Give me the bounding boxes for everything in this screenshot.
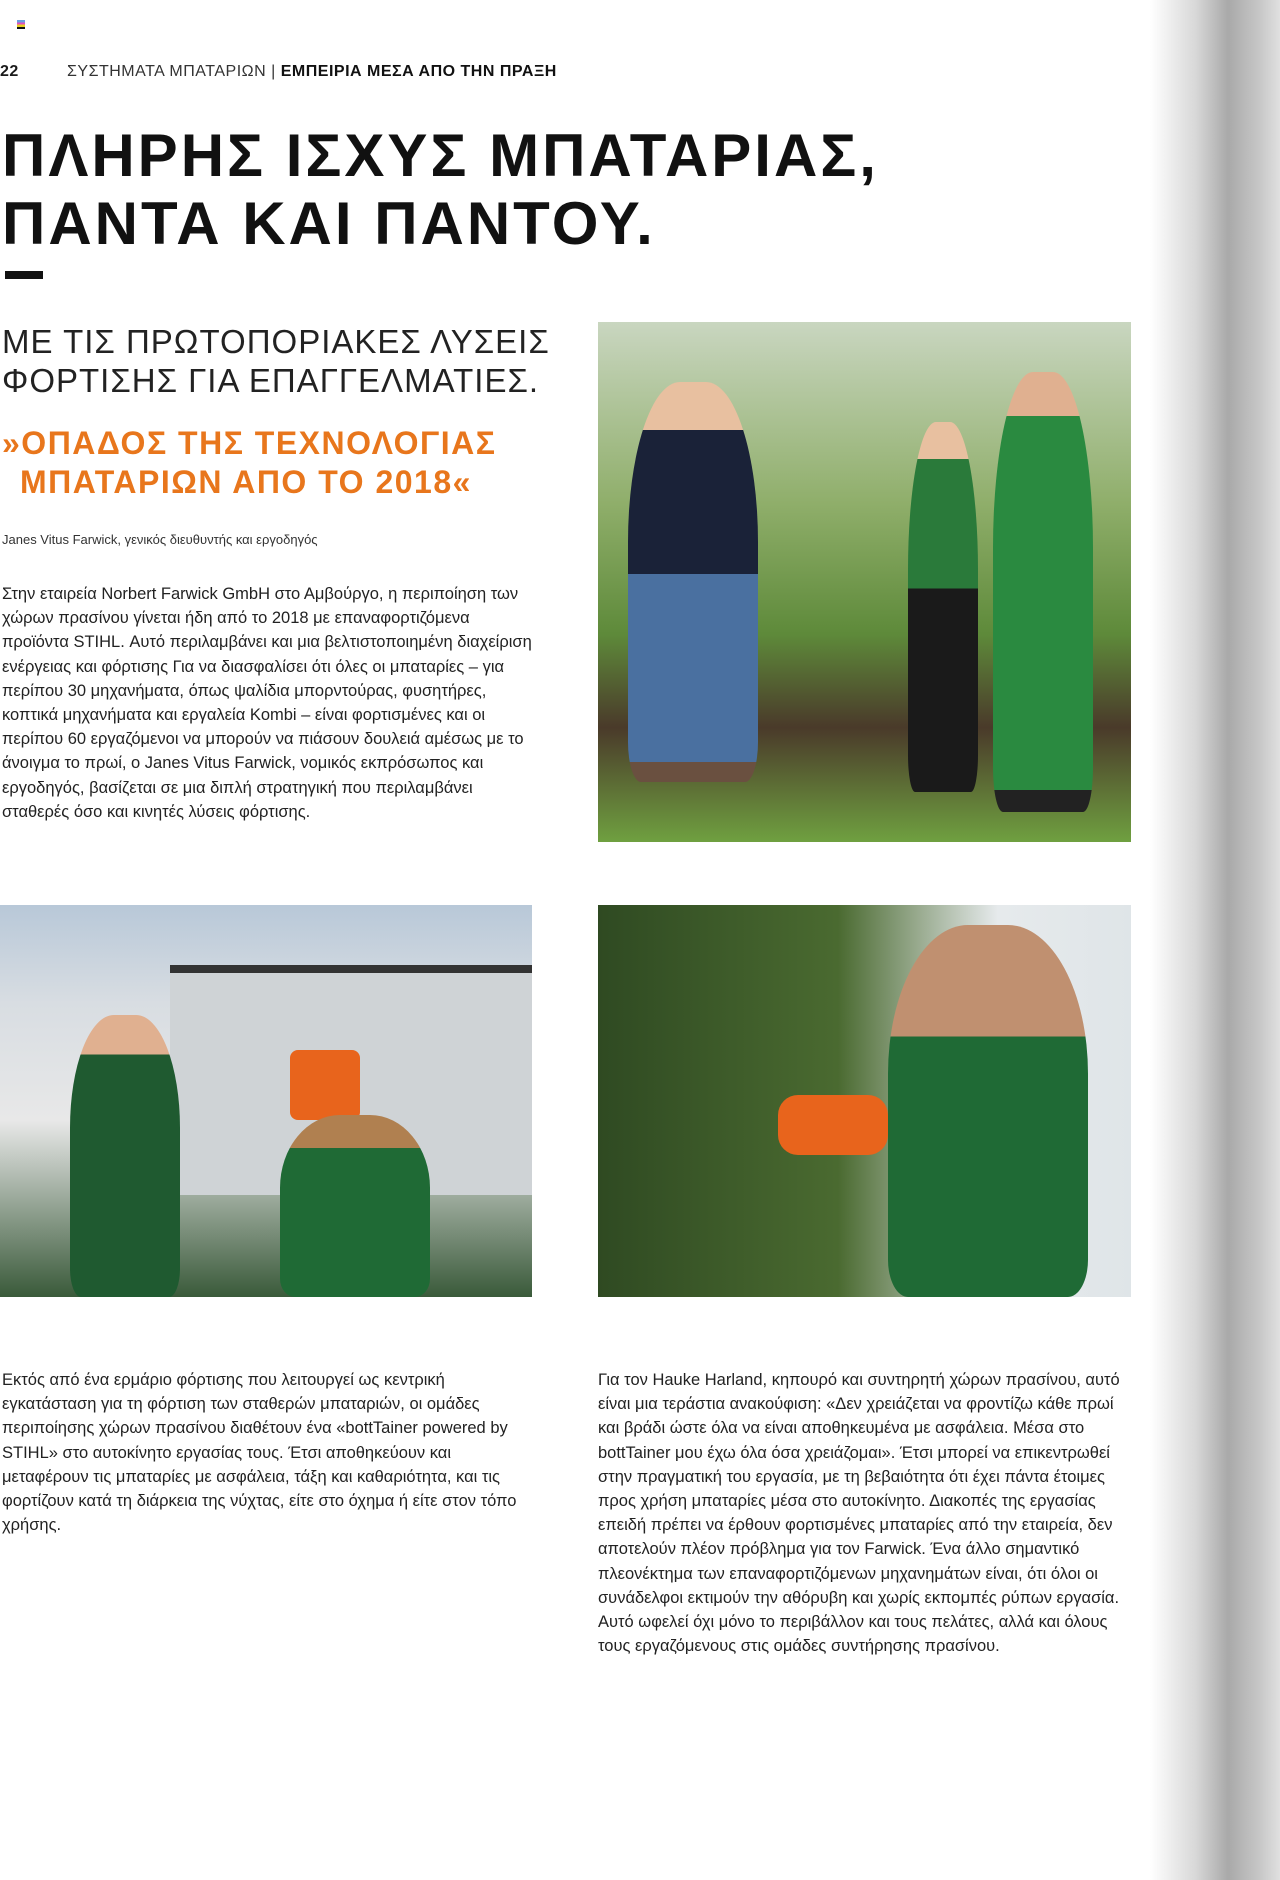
- right-column-text: Για τον Hauke Harland, κηπουρό και συντηρητή χώρων πρασίνου, αυτό είναι μια τεράστια ανακούφιση: «Δεν χρειάζεται να φροντίζω κάθε πρωί και βράδι ώστε όλα να είναι αποθηκευμένα με ασφάλεια. Μέσα στο bottTainer μου έχω όλα όσα χρειάζομαι». Έτσι μπορεί να επικεντρωθεί στην πραγματική του εργασία, με τη βεβαιότητα ότι έχει πάντα έτοιμες προς χρήση μπαταρίες μέσα στο αυτοκίνητο. Διακοπές της εργασίας επειδή πρέπει να έρθουν φορτισμένες μπαταρίες από την εταιρεία, δεν αποτελούν πλέον πρόβλημα για τον Farwick. Ένα άλλο σημαντικό πλεονέκτημα των επαναφορτιζόμενων μηχανημάτων είναι, ότι όλοι οι συνάδελφοι εκτιμούν την αθόρυβη και χωρίς εκπομπές ρύπων εργασία. Αυτό ωφελεί όχι μόνο το περιβάλλον και τους πελάτες, αλλά και όλους τους εργαζόμενους στις ομάδες συντήρησης πρασίνου.: [598, 1371, 1120, 1656]
- left-column-text: Εκτός από ένα ερμάριο φόρτισης που λειτουργεί ως κεντρική εγκατάσταση για τη φόρτιση των σταθερών μπαταριών, οι ομάδες περιποίησης χώρων πρασίνου διαθέτουν ένα «bottTainer powered by STIHL» στο αυτοκίνητο εργασίας τους. Έτσι αποθηκεύουν και μεταφέρουν τις μπαταρίες με ασφάλεια, τάξη και καθαριότητα, και τις φορτίζουν κατά τη διάρκεια της νύχτας, είτε στο όχημα ή είτε στον τόπο χρήσης.: [2, 1371, 517, 1535]
- title-divider: [5, 271, 43, 279]
- page-fold-shadow: [1150, 0, 1280, 1880]
- section-label: [67, 63, 557, 81]
- page-title: [2, 122, 879, 258]
- quote-line-2: ΜΠΑΤΑΡΙΩΝ ΑΠΟ ΤΟ 2018«: [20, 464, 472, 500]
- intro-paragraph: Στην εταιρεία Norbert Farwick GmbH στο Αμβούργο, η περιποίηση των χώρων πρασίνου γίνεται ήδη από το 2018 με επαναφορτιζόμενα προϊόντα STIHL. Αυτό περιλαμβάνει και μια βελτιστοποιημένη διαχείριση ενέργειας και φόρτισης Για να διασφαλίσει ότι όλες οι μπαταρίες – για περίπου 30 μηχανήματα, όπως ψαλίδια μπορντούρας, φυσητήρες, κοπτικά μηχανήματα και εργαλεία Kombi – είναι φορτισμένες και οι περίπου 60 εργαζόμενοι να μπορούν να πιάσουν δουλειά αμέσως με το άνοιγμα το πρωί, ο Janes Vitus Farwick, νομικός εκπρόσωπος και εργοδηγός, βασίζεται σε μια διπλή στρατηγική που περιλαμβάνει σταθερές όσο και κινητές λύσεις φόρτισης.: [2, 585, 532, 821]
- title-line-2: ΠΑΝΤΑ ΚΑΙ ΠΑΝΤΟΥ.: [2, 190, 656, 257]
- subtitle: [2, 322, 550, 400]
- color-registration-mark: [17, 20, 25, 29]
- quote-attribution: Janes Vitus Farwick, γενικός διευθυντής και εργοδηγός: [2, 532, 318, 547]
- quote-line-1: »ΟΠΑΔΟΣ ΤΗΣ ΤΕΧΝΟΛΟΓΙΑΣ: [2, 425, 497, 461]
- section-name: ΣΥΣΤΗΜΑΤΑ ΜΠΑΤΑΡΙΩΝ |: [67, 63, 276, 80]
- page-number: 22: [0, 63, 19, 80]
- photo-hedge-trimming: [598, 905, 1131, 1297]
- title-line-1: ΠΛΗΡΗΣ ΙΣΧΥΣ ΜΠΑΤΑΡΙΑΣ,: [2, 122, 879, 189]
- subtitle-line-1: ΜΕ ΤΙΣ ΠΡΩΤΟΠΟΡΙΑΚΕΣ ΛΥΣΕΙΣ: [2, 323, 550, 360]
- photo-team-outdoors: [598, 322, 1131, 842]
- photo-charging-van: [0, 905, 532, 1297]
- subsection-name: ΕΜΠΕΙΡΙΑ ΜΕΣΑ ΑΠΟ ΤΗΝ ΠΡΑΞΗ: [280, 63, 557, 80]
- pull-quote: [2, 424, 496, 502]
- subtitle-line-2: ΦΟΡΤΙΣΗΣ ΓΙΑ ΕΠΑΓΓΕΛΜΑΤΙΕΣ.: [2, 362, 540, 399]
